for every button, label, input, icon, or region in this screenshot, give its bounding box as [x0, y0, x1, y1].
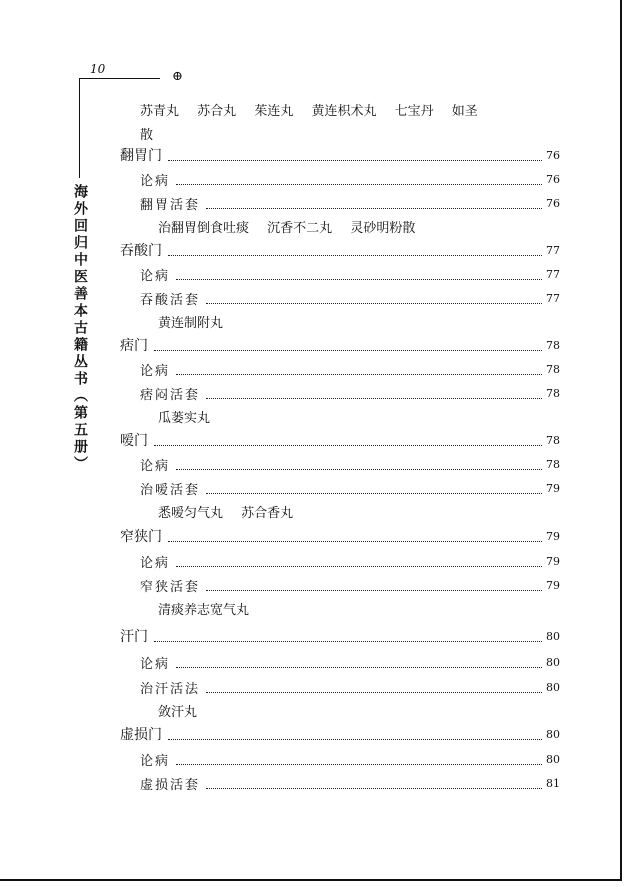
page-ref: 77: [546, 267, 560, 281]
page-ref: 80: [546, 680, 560, 694]
toc-entry[interactable]: [140, 677, 560, 697]
page-ref: 79: [546, 529, 560, 543]
formula-item: 散: [140, 128, 154, 143]
formula-item: 灵砂明粉散: [350, 221, 416, 236]
toc-section[interactable]: [120, 430, 560, 450]
toc-entry[interactable]: [140, 454, 560, 474]
formula-line: [158, 407, 224, 426]
page-ref: 80: [546, 655, 560, 669]
page-ref: 76: [546, 196, 560, 210]
toc-entry[interactable]: [140, 264, 560, 284]
series-title: 海外回归中医善本古籍丛书（第五册）: [72, 184, 88, 473]
toc-entry[interactable]: [140, 359, 560, 379]
section-title: 吞酸门: [120, 243, 162, 259]
toc-section[interactable]: [120, 626, 560, 646]
formula-item: 瓜蒌实丸: [158, 411, 211, 426]
entry-label: 窄狭活套: [140, 579, 201, 595]
formula-line: [158, 502, 307, 521]
entry-label: 痞闷活套: [140, 387, 201, 403]
leader-dots: [168, 150, 542, 161]
leader-dots: [176, 364, 542, 375]
ornament-icon: ⊕: [172, 69, 183, 84]
page-ref: 77: [546, 243, 560, 257]
formula-item: 苏合丸: [197, 104, 237, 119]
toc-entry[interactable]: [140, 478, 560, 498]
page-ref: 78: [546, 433, 560, 447]
toc-entry[interactable]: [140, 551, 560, 571]
leader-dots: [168, 729, 542, 740]
entry-label: 论病: [140, 555, 171, 571]
leader-dots: [206, 198, 542, 209]
page-ref: 78: [546, 386, 560, 400]
entry-label: 论病: [140, 458, 171, 474]
entry-label: 治嗳活套: [140, 482, 201, 498]
page-ref: 80: [546, 727, 560, 741]
entry-label: 论病: [140, 173, 171, 189]
formula-item: 黄连枳术丸: [311, 104, 377, 119]
formula-item: 七宝丹: [394, 104, 434, 119]
section-title: 嗳门: [120, 433, 148, 449]
toc-entry[interactable]: [140, 383, 560, 403]
toc-entry[interactable]: [140, 575, 560, 595]
leader-dots: [206, 580, 542, 591]
formula-item: 沉香不二丸: [267, 221, 333, 236]
toc-section[interactable]: [120, 724, 560, 744]
page-ref: 79: [546, 481, 560, 495]
leader-dots: [206, 682, 542, 693]
toc-section[interactable]: [120, 526, 560, 546]
page-ref: 76: [546, 148, 560, 162]
formula-item: 苏青丸: [140, 104, 180, 119]
leader-dots: [176, 269, 542, 280]
formula-item: 敛汗丸: [158, 705, 198, 720]
page-ref: 76: [546, 172, 560, 186]
page-ref: 78: [546, 362, 560, 376]
entry-label: 翻胃活套: [140, 197, 201, 213]
toc-section[interactable]: [120, 335, 560, 355]
page-ref: 78: [546, 338, 560, 352]
leader-dots: [206, 483, 542, 494]
entry-label: 论病: [140, 363, 171, 379]
leader-dots: [168, 245, 542, 256]
formula-line-cont: [140, 124, 167, 143]
leader-dots: [154, 631, 542, 642]
entry-label: 虚损活套: [140, 777, 201, 793]
formula-item: 茱连丸: [254, 104, 294, 119]
page-ref: 80: [546, 629, 560, 643]
leader-dots: [206, 388, 542, 399]
formula-item: 治翻胃倒食吐痰: [158, 221, 250, 236]
leader-dots: [176, 459, 542, 470]
page-ref: 79: [546, 554, 560, 568]
page-ref: 80: [546, 752, 560, 766]
section-title: 汗门: [120, 629, 148, 645]
formula-line: [158, 701, 211, 720]
section-title: 痞门: [120, 338, 148, 354]
formula-item: 苏合香丸: [241, 506, 294, 521]
formula-item: 如圣: [451, 104, 478, 119]
page-ref: 81: [546, 776, 560, 790]
leader-dots: [206, 778, 542, 789]
leader-dots: [168, 531, 542, 542]
section-title: 翻胃门: [120, 148, 162, 164]
entry-label: 治汗活法: [140, 681, 201, 697]
toc-section[interactable]: [120, 240, 560, 260]
leader-dots: [176, 556, 542, 567]
section-title: 窄狭门: [120, 529, 162, 545]
leader-dots: [176, 754, 542, 765]
leader-dots: [176, 657, 542, 668]
formula-line: [140, 100, 492, 119]
page-number: 10: [90, 62, 106, 76]
toc-entry[interactable]: [140, 193, 560, 213]
page-ref: 79: [546, 578, 560, 592]
formula-item: 悉嗳匀气丸: [158, 506, 224, 521]
toc-entry[interactable]: [140, 169, 560, 189]
toc-section[interactable]: [120, 145, 560, 165]
entry-label: 论病: [140, 656, 171, 672]
formula-line: [158, 312, 237, 331]
page-ref: 77: [546, 291, 560, 305]
formula-line: [158, 599, 263, 618]
entry-label: 吞酸活套: [140, 292, 201, 308]
toc-entry[interactable]: [140, 773, 560, 793]
toc-entry[interactable]: [140, 749, 560, 769]
leader-dots: [206, 293, 542, 304]
leader-dots: [176, 174, 542, 185]
formula-item: 清痰养志宽气丸: [158, 603, 250, 618]
formula-line: [158, 217, 429, 236]
formula-item: 黄连制附丸: [158, 316, 224, 331]
leader-dots: [154, 435, 542, 446]
entry-label: 论病: [140, 268, 171, 284]
toc-entry[interactable]: [140, 652, 560, 672]
toc-entry[interactable]: [140, 288, 560, 308]
page-ref: 78: [546, 457, 560, 471]
entry-label: 论病: [140, 753, 171, 769]
section-title: 虚损门: [120, 727, 162, 743]
leader-dots: [154, 340, 542, 351]
